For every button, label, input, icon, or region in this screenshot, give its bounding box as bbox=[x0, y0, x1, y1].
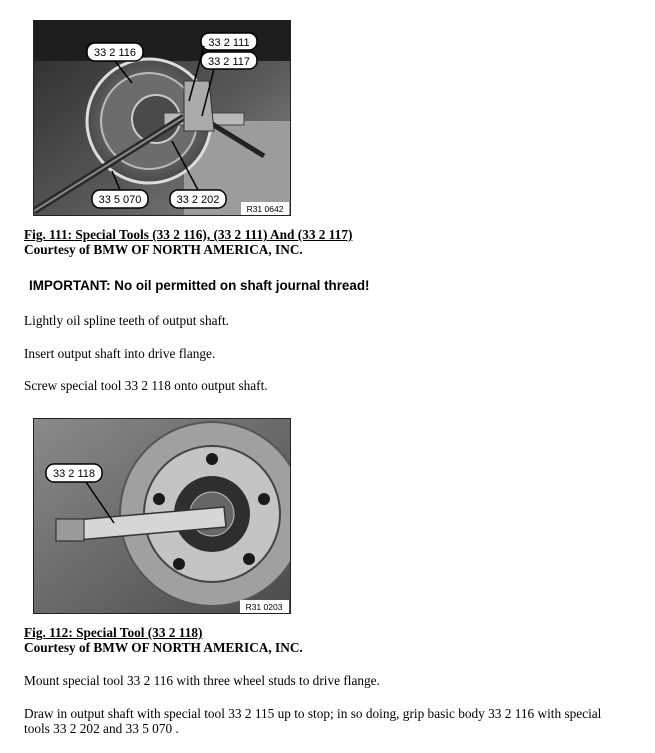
svg-text:R31 0642: R31 0642 bbox=[246, 204, 284, 214]
callout-33-2-118 bbox=[46, 464, 114, 523]
figure-111-caption bbox=[24, 227, 352, 257]
figure-111-courtesy: Courtesy of BMW OF NORTH AMERICA, INC. bbox=[24, 242, 303, 257]
callout-33-2-117 bbox=[201, 52, 257, 116]
svg-text:33 2 202: 33 2 202 bbox=[176, 194, 220, 206]
figure-111-title: Fig. 111: Special Tools (33 2 116), (33 2 111) And (33 2 117) bbox=[24, 227, 353, 242]
step-text: tools 33 2 202 and 33 5 070 . bbox=[24, 721, 179, 736]
figure-112-caption bbox=[24, 625, 303, 655]
step-text: Screw special tool 33 2 118 onto output shaft. bbox=[24, 378, 268, 393]
figure-112-ref bbox=[240, 600, 289, 613]
svg-text:33 5 070: 33 5 070 bbox=[98, 194, 142, 206]
callout-33-2-202 bbox=[170, 141, 226, 208]
figure-112-callouts bbox=[34, 419, 290, 613]
figure-112-photo bbox=[33, 418, 291, 614]
svg-text:33 2 117: 33 2 117 bbox=[207, 56, 251, 68]
callout-33-2-116 bbox=[87, 43, 143, 83]
step-text: Lightly oil spline teeth of output shaft. bbox=[24, 313, 229, 328]
svg-text:33 2 118: 33 2 118 bbox=[52, 468, 96, 480]
figure-111-callouts bbox=[34, 21, 290, 215]
figure-111-photo bbox=[33, 20, 291, 216]
svg-text:33 2 111: 33 2 111 bbox=[208, 37, 250, 49]
svg-text:33 2 116: 33 2 116 bbox=[93, 47, 137, 59]
important-note: IMPORTANT: No oil permitted on shaft journal thread! bbox=[29, 278, 370, 293]
callout-33-5-070 bbox=[92, 171, 148, 208]
figure-111-ref bbox=[241, 202, 289, 215]
svg-text:R31 0203: R31 0203 bbox=[245, 602, 283, 612]
step-text: Draw in output shaft with special tool 33 2 115 up to stop; in so doing, grip basic body 33 2 116 with special bbox=[24, 706, 602, 721]
step-text: Insert output shaft into drive flange. bbox=[24, 346, 216, 361]
figure-112-title: Fig. 112: Special Tool (33 2 118) bbox=[24, 625, 203, 640]
step-text: Mount special tool 33 2 116 with three wheel studs to drive flange. bbox=[24, 673, 380, 688]
figure-112-courtesy: Courtesy of BMW OF NORTH AMERICA, INC. bbox=[24, 640, 303, 655]
